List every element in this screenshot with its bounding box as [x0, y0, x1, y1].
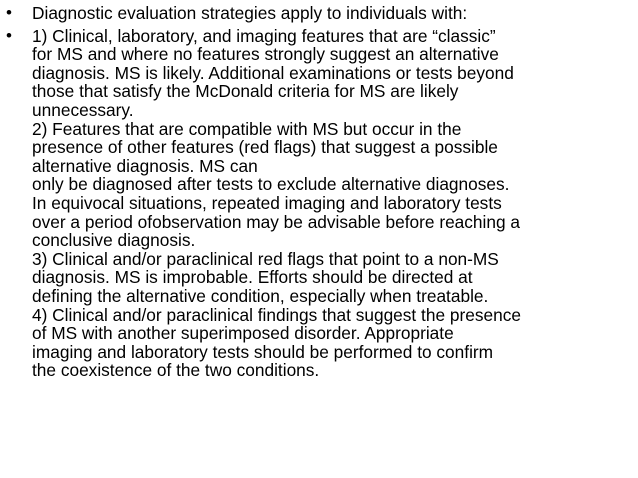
- bullet-item-categories: [6, 27, 634, 380]
- text-line: of MS with another superimposed disorder. Appropriate: [32, 323, 454, 344]
- text-line: alternative diagnosis. MS can: [32, 155, 258, 176]
- bullet-icon: •: [6, 25, 12, 45]
- text-line: for MS and where no features strongly suggest an alternative: [32, 44, 499, 65]
- text-line: 4) Clinical and/or paraclinical findings that suggest the presence: [32, 304, 521, 325]
- text-line: 2) Features that are compatible with MS but occur in the: [32, 118, 462, 139]
- text-line: 1) Clinical, laboratory, and imaging features that are “classic”: [32, 25, 496, 46]
- bullet-item-intro: [6, 4, 634, 23]
- text-line: imaging and laboratory tests should be performed to confirm: [32, 341, 494, 362]
- bullet-icon: •: [6, 3, 12, 22]
- text-line: diagnosis. MS is likely. Additional examinations or tests beyond: [32, 62, 514, 83]
- text-line: over a period ofobservation may be advisable before reaching a: [32, 211, 521, 232]
- text-line: 3) Clinical and/or paraclinical red flags that point to a non-MS: [32, 248, 499, 269]
- text-line: unnecessary.: [32, 99, 134, 120]
- text-line: In equivocal situations, repeated imaging and laboratory tests: [32, 192, 502, 213]
- text-line: conclusive diagnosis.: [32, 230, 196, 251]
- text-line: the coexistence of the two conditions.: [32, 360, 320, 381]
- text-line: those that satisfy the McDonald criteria for MS are likely: [32, 81, 459, 102]
- text-line: diagnosis. MS is improbable. Efforts should be directed at: [32, 267, 473, 288]
- text-line: defining the alternative condition, especially when treatable.: [32, 285, 489, 306]
- text-line: only be diagnosed after tests to exclude alternative diagnoses.: [32, 174, 510, 195]
- text-line: presence of other features (red flags) that suggest a possible: [32, 137, 498, 158]
- bullet-list: [6, 4, 634, 380]
- text-line: Diagnostic evaluation strategies apply to individuals with:: [32, 3, 468, 23]
